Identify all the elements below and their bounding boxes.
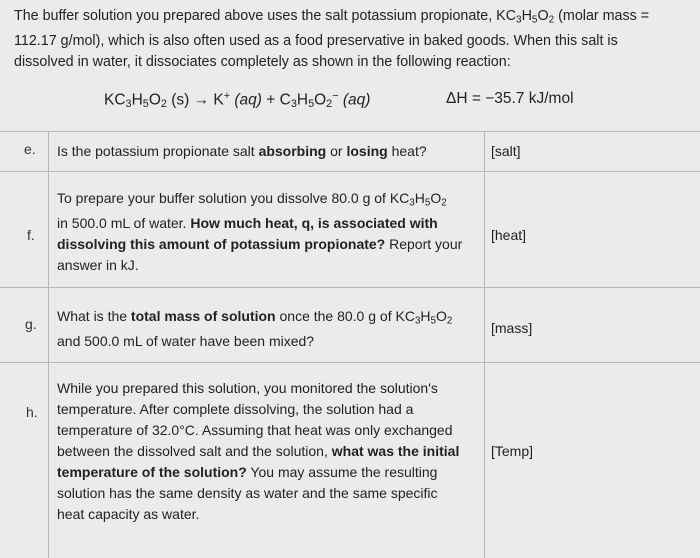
column-divider [48, 131, 49, 558]
enthalpy-value: ΔH = −35.7 kJ/mol [446, 90, 574, 107]
question-f-tag: [heat] [491, 227, 527, 243]
question-f-text: To prepare your buffer solution you dissolve 80.0 g of $KC_3H_5O_2$ in 500.0 mL of water. How much heat, q, is associated with dissolving this amount of potassium propionate? Report your answer in kJ. [57, 190, 463, 274]
intro-line-2: 112.17 g/mol), which is also often used as a food preservative in baked goods. When this salt is [14, 32, 618, 49]
reaction-equation: $KC_3H_5O_2$ (s) → K+ $(aq) + C_3H_5O_2^-$ (aq) [104, 90, 371, 111]
row-divider [0, 131, 700, 132]
reaction-arrow: → [193, 91, 210, 109]
question-e-text: Is the potassium propionate salt absorbing or losing heat? [57, 143, 427, 159]
question-f-letter: f. [27, 227, 35, 243]
question-g-tag: [mass] [491, 320, 533, 336]
question-e-letter: e. [24, 141, 36, 157]
question-g-text: What is the total mass of solution once the 80.0 g of $KC_3H_5O_2$ and 500.0 mL of water have been mixed? [57, 308, 453, 350]
question-h-letter: h. [26, 404, 38, 420]
row-divider [0, 362, 700, 363]
intro-line-3: dissolved in water, it dissociates completely as shown in the following reaction: [14, 53, 511, 70]
question-h-text: While you prepared this solution, you monitored the solution's temperature. After complete dissolving, the solution had a temperature of 32.0°C. Assuming that heat was only exchanged between the dissolved salt and the solution, what was the initial temperature of the solution? You may assume the resulting solution has the same density as water and the same specific heat capacity as water. [57, 380, 460, 522]
row-divider [0, 287, 700, 288]
question-e-tag: [salt] [491, 143, 521, 159]
intro-paragraph [14, 6, 690, 73]
intro-line-1: The buffer solution you prepared above uses the salt potassium propionate, $KC_3H_5O_2$ (molar mass = [14, 8, 650, 26]
row-divider [0, 171, 700, 172]
question-g-letter: g. [25, 316, 37, 332]
question-h-tag: [Temp] [491, 443, 534, 459]
